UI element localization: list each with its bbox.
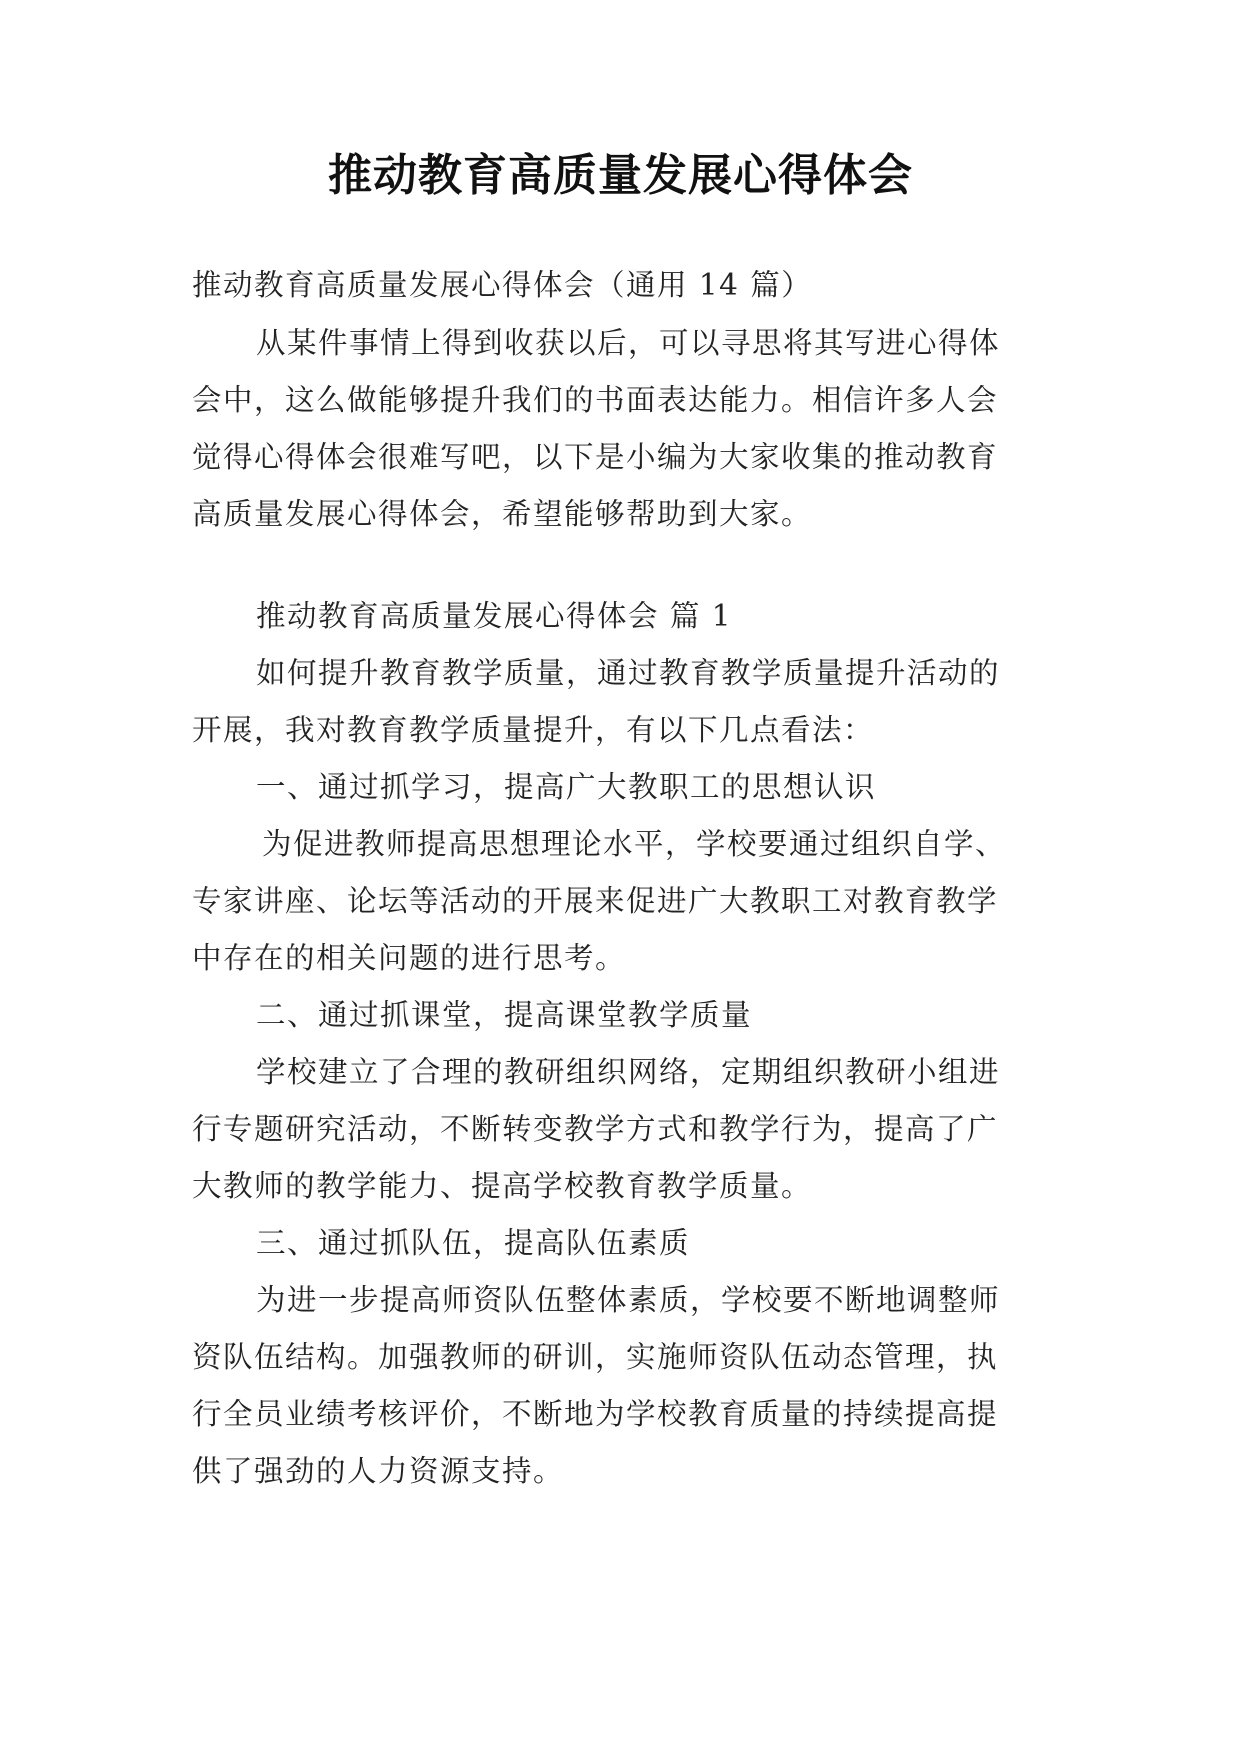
intro-line: 从某件事情上得到收获以后，可以寻思将其写进心得体 xyxy=(256,326,1001,360)
point-heading: 二、通过抓课堂，提高课堂教学质量 xyxy=(256,998,753,1032)
point-heading: 一、通过抓学习，提高广大教职工的思想认识 xyxy=(256,770,877,804)
body-line: 供了强劲的人力资源支持。 xyxy=(192,1454,565,1488)
body-line: 如何提升教育教学质量，通过教育教学质量提升活动的 xyxy=(256,656,1001,690)
body-line: 为进一步提高师资队伍整体素质，学校要不断地调整师 xyxy=(256,1283,1001,1317)
intro-line: 会中，这么做能够提升我们的书面表达能力。相信许多人会 xyxy=(192,383,999,417)
body-line: 行专题研究活动，不断转变教学方式和教学行为，提高了广 xyxy=(192,1112,999,1146)
body-line: 行全员业绩考核评价，不断地为学校教育质量的持续提高提 xyxy=(192,1397,999,1431)
body-line: 大教师的教学能力、提高学校教育教学质量。 xyxy=(192,1169,813,1203)
body-line: 学校建立了合理的教研组织网络，定期组织教研小组进 xyxy=(256,1055,1001,1089)
body-line: 为促进教师提高思想理论水平，学校要通过组织自学、 xyxy=(262,827,1007,861)
intro-line: 高质量发展心得体会，希望能够帮助到大家。 xyxy=(192,497,813,531)
body-line: 资队伍结构。加强教师的研训，实施师资队伍动态管理，执 xyxy=(192,1340,999,1374)
body-line: 开展，我对教育教学质量提升，有以下几点看法： xyxy=(192,713,875,747)
section-heading: 推动教育高质量发展心得体会 篇 1 xyxy=(256,599,733,633)
body-line: 中存在的相关问题的进行思考。 xyxy=(192,941,627,975)
point-heading: 三、通过抓队伍，提高队伍素质 xyxy=(256,1226,691,1260)
body-line: 专家讲座、论坛等活动的开展来促进广大教职工对教育教学 xyxy=(192,884,999,918)
intro-line: 觉得心得体会很难写吧，以下是小编为大家收集的推动教育 xyxy=(192,440,999,474)
collection-heading: 推动教育高质量发展心得体会（通用 14 篇） xyxy=(192,268,813,302)
document-title: 推动教育高质量发展心得体会 xyxy=(328,150,913,201)
